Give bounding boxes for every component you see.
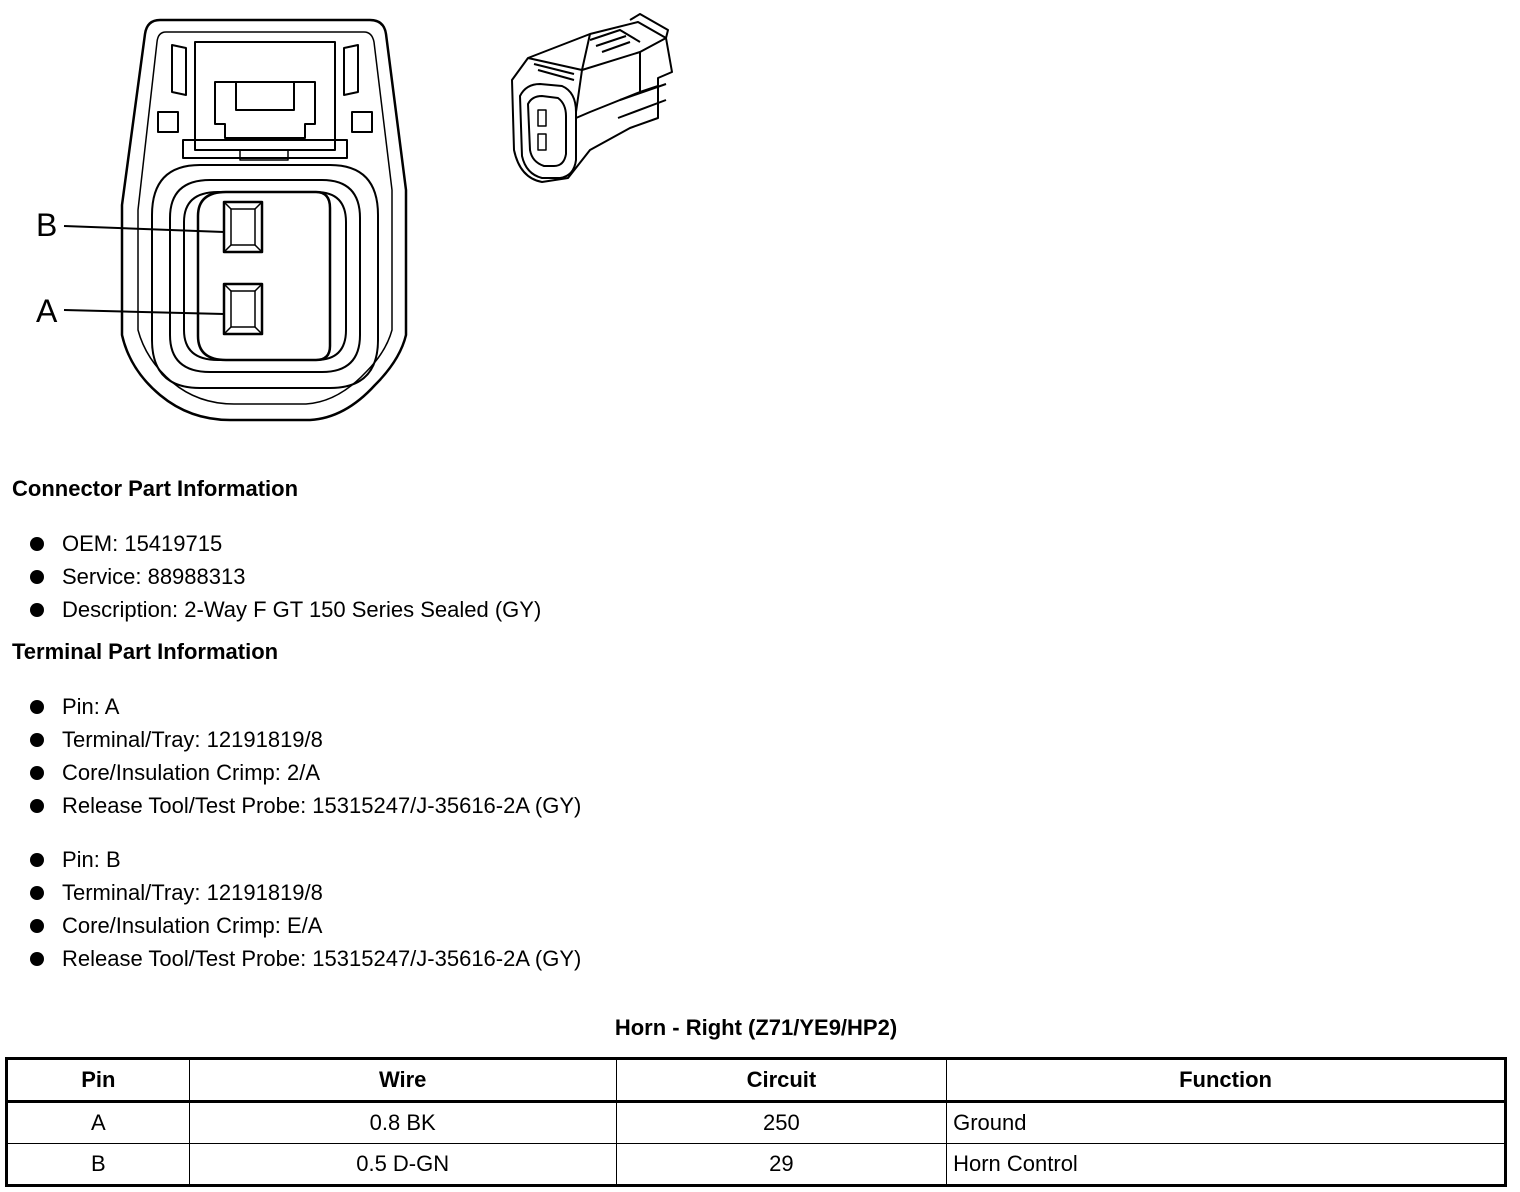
bullet-icon xyxy=(30,886,44,900)
table-row xyxy=(7,1144,1506,1186)
pinout-table xyxy=(5,1057,1507,1187)
list-item: Terminal/Tray: 12191819/8 xyxy=(28,876,581,909)
connector-info-list xyxy=(28,527,541,626)
column-header-pin: Pin xyxy=(7,1059,190,1102)
connector-face-diagram xyxy=(0,0,440,440)
column-header-circuit: Circuit xyxy=(616,1059,946,1102)
bullet-icon xyxy=(30,603,44,617)
terminal-info-heading: Terminal Part Information xyxy=(12,639,279,664)
cell-wire: 0.8 BK xyxy=(189,1102,616,1144)
pin-a-label: A xyxy=(36,293,58,329)
cell-pin: B xyxy=(7,1144,190,1186)
list-item: Core/Insulation Crimp: E/A xyxy=(28,909,581,942)
bullet-icon xyxy=(30,570,44,584)
outer-seal xyxy=(152,165,378,388)
bullet-icon xyxy=(30,700,44,714)
terminal-info-list-pin-b xyxy=(28,843,581,975)
cell-wire: 0.5 D-GN xyxy=(189,1144,616,1186)
bullet-icon xyxy=(30,537,44,551)
cell-pin: A xyxy=(7,1102,190,1144)
table-header-row xyxy=(7,1059,1506,1102)
bullet-icon xyxy=(30,799,44,813)
cell-circuit: 250 xyxy=(616,1102,946,1144)
pin-b-leader xyxy=(64,226,224,232)
bullet-icon xyxy=(30,853,44,867)
connector-info-heading: Connector Part Information xyxy=(12,476,299,501)
list-item: Release Tool/Test Probe: 15315247/J-35616-2A (GY) xyxy=(28,942,581,975)
bullet-icon xyxy=(30,733,44,747)
bullet-icon xyxy=(30,766,44,780)
list-item: Service: 88988313 xyxy=(28,560,541,593)
list-item: Description: 2-Way F GT 150 Series Sealed (GY) xyxy=(28,593,541,626)
cell-function: Horn Control xyxy=(947,1144,1506,1186)
list-item: Pin: B xyxy=(28,843,581,876)
bullet-icon xyxy=(30,952,44,966)
connector-isometric-diagram xyxy=(490,0,690,200)
cell-circuit: 29 xyxy=(616,1144,946,1186)
table-row xyxy=(7,1102,1506,1144)
terminal-cavity xyxy=(198,192,330,360)
list-item: Release Tool/Test Probe: 15315247/J-35616-2A (GY) xyxy=(28,789,581,822)
pin-a-leader xyxy=(64,310,224,314)
cell-function: Ground xyxy=(947,1102,1506,1144)
pin-b-label: B xyxy=(36,207,58,243)
list-item: Pin: A xyxy=(28,690,581,723)
list-item: Core/Insulation Crimp: 2/A xyxy=(28,756,581,789)
list-item: Terminal/Tray: 12191819/8 xyxy=(28,723,581,756)
list-item: OEM: 15419715 xyxy=(28,527,541,560)
terminal-info-list-pin-a xyxy=(28,690,581,822)
column-header-wire: Wire xyxy=(189,1059,616,1102)
bullet-icon xyxy=(30,919,44,933)
table-title: Horn - Right (Z71/YE9/HP2) xyxy=(614,1015,898,1040)
column-header-function: Function xyxy=(947,1059,1506,1102)
